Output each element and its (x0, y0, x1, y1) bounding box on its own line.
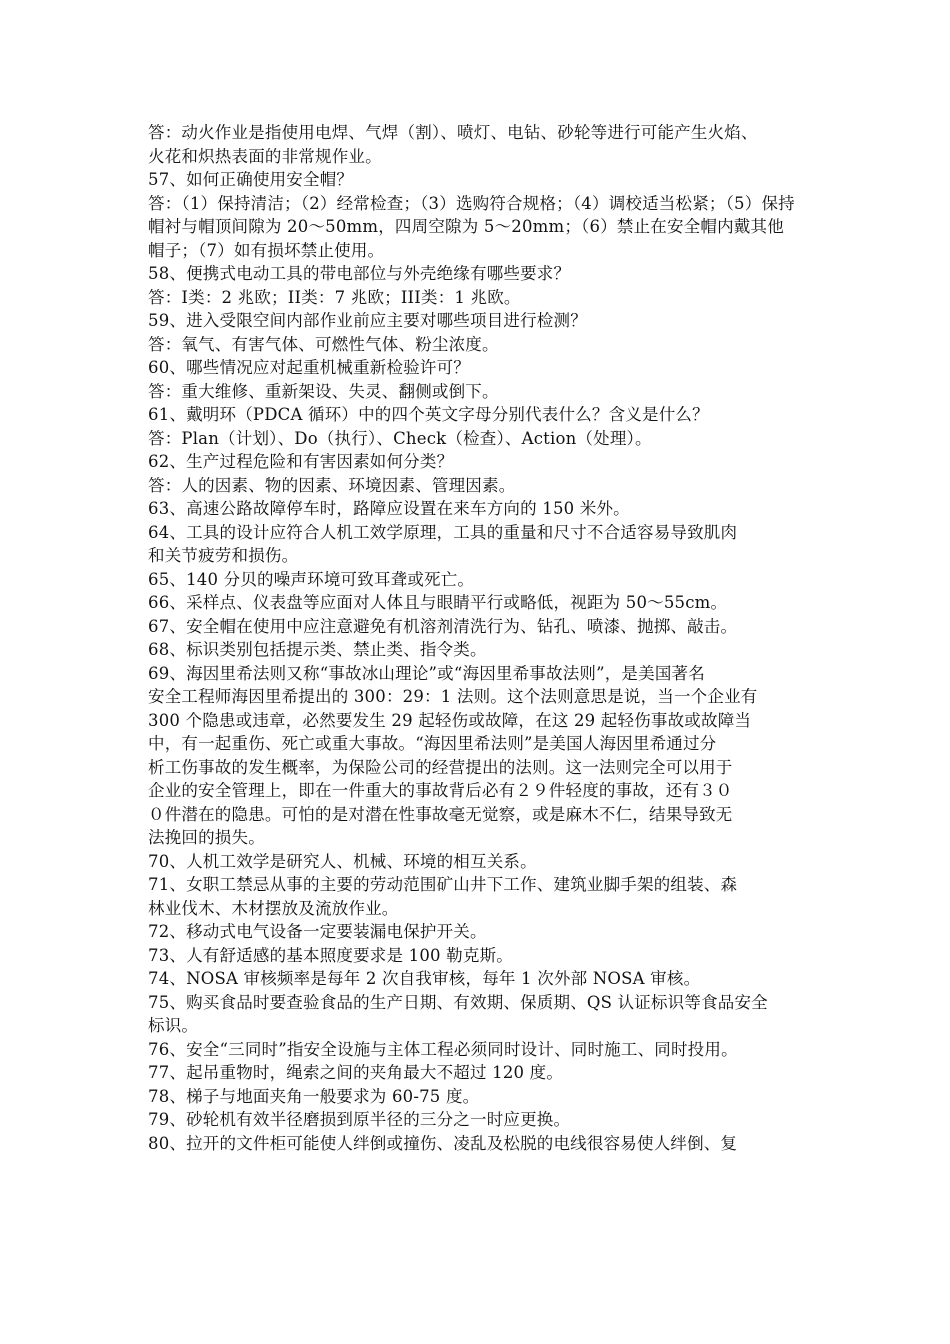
text-line: ０件潜在的隐患。可怕的是对潜在性事故毫无觉察，或是麻木不仁，结果导致无 (148, 804, 733, 824)
text-line: 74、NOSA 审核频率是每年 2 次自我审核，每年 1 次外部 NOSA 审核。 (148, 969, 701, 988)
text-line: 答：Ⅰ类：2 兆欧；ⅠⅠ类：7 兆欧；ⅠⅠⅠ类：1 兆欧。 (148, 287, 521, 307)
text-line: 79、砂轮机有效半径磨损到原半径的三分之一时应更换。 (148, 1110, 571, 1129)
text-line: 答：（1）保持清洁；（2）经常检查；（3）选购符合规格；（4）调校适当松紧；（5）保持 (148, 193, 795, 213)
text-line: 60、哪些情况应对起重机械重新检验许可？ (148, 358, 470, 377)
text-line: 77、起吊重物时，绳索之间的夹角最大不超过 120 度。 (148, 1063, 564, 1082)
text-line: 标识。 (148, 1016, 199, 1035)
text-line: 76、安全“三同时”指安全设施与主体工程必须同时设计、同时施工、同时投用。 (148, 1039, 738, 1059)
text-line: 72、移动式电气设备一定要装漏电保护开关。 (148, 922, 487, 941)
text-line: 和关节疲劳和损伤。 (148, 546, 299, 565)
text-line: 答：重大维修、重新架设、失灵、翻侧或倒下。 (148, 381, 499, 401)
text-line: 火花和炽热表面的非常规作业。 (148, 146, 382, 166)
text-line: 中，有一起重伤、死亡或重大事故。“海因里希法则”是美国人海因里希通过分 (148, 734, 717, 753)
text-line: 法挽回的损失。 (148, 828, 265, 847)
text-line: 65、140 分贝的噪声环境可致耳聋或死亡。 (148, 569, 475, 589)
text-line: 企业的安全管理上，即在一件重大的事故背后必有２９件轻度的事故，还有３０ (148, 781, 733, 800)
text-line: 帽衬与帽顶间隙为 20～50mm，四周空隙为 5～20mm；（6）禁止在安全帽内戴其他 (148, 217, 784, 236)
text-line: 62、生产过程危险和有害因素如何分类？ (148, 452, 454, 471)
text-line: 59、进入受限空间内部作业前应主要对哪些项目进行检测？ (148, 311, 587, 330)
text-line: 71、女职工禁忌从事的主要的劳动范围矿山井下工作、建筑业脚手架的组装、森 (148, 875, 738, 894)
document-page (148, 121, 812, 1155)
text-line: 析工伤事故的发生概率，为保险公司的经营提出的法则。这一法则完全可以用于 (148, 757, 733, 777)
text-line: 70、人机工效学是研究人、机械、环境的相互关系。 (148, 851, 537, 871)
text-line: 答：动火作业是指使用电焊、气焊（割）、喷灯、电钻、砂轮等进行可能产生火焰、 (148, 123, 758, 142)
text-line: 答：Plan（计划）、Do（执行）、Check（检查）、Action（处理）。 (148, 428, 652, 448)
text-line: 73、人有舒适感的基本照度要求是 100 勒克斯。 (148, 945, 513, 965)
text-line: 69、海因里希法则又称“事故冰山理论”或“海因里希事故法则”，是美国著名 (148, 663, 705, 683)
text-line: 78、梯子与地面夹角一般要求为 60-75 度。 (148, 1086, 480, 1106)
text-line: 67、安全帽在使用中应注意避免有机溶剂清洗行为、钻孔、喷漆、抛掷、敲击。 (148, 616, 738, 636)
text-line: 63、高速公路故障停车时，路障应设置在来车方向的 150 米外。 (148, 499, 630, 518)
text-line: 75、购买食品时要查验食品的生产日期、有效期、保质期、QS 认证标识等食品安全 (148, 992, 768, 1012)
text-line: 300 个隐患或违章，必然要发生 29 起轻伤或故障，在这 29 起轻伤事故或故障当 (148, 710, 752, 730)
text-line: 帽子；（7）如有损坏禁止使用。 (148, 240, 385, 260)
text-line: 58、便携式电动工具的带电部位与外壳绝缘有哪些要求？ (148, 264, 571, 283)
text-line: 80、拉开的文件柜可能使人绊倒或撞伤、凌乱及松脱的电线很容易使人绊倒、复 (148, 1133, 738, 1153)
text-line: 答：人的因素、物的因素、环境因素、管理因素。 (148, 475, 516, 495)
text-line: 64、工具的设计应符合人机工效学原理，工具的重量和尺寸不合适容易导致肌肉 (148, 522, 738, 542)
text-line: 答：氧气、有害气体、可燃性气体、粉尘浓度。 (148, 334, 499, 354)
text-line: 林业伐木、木材摆放及流放作业。 (148, 898, 399, 918)
text-line: 57、如何正确使用安全帽？ (148, 170, 354, 189)
text-line: 66、采样点、仪表盘等应面对人体且与眼睛平行或略低，视距为 50～55cm。 (148, 593, 728, 612)
text-line: 安全工程师海因里希提出的 300：29：1 法则。这个法则意思是说，当一个企业有 (148, 687, 758, 706)
text-line: 68、标识类别包括提示类、禁止类、指令类。 (148, 640, 487, 659)
text-line: 61、戴明环（PDCA 循环）中的四个英文字母分别代表什么？含义是什么？ (148, 405, 709, 424)
